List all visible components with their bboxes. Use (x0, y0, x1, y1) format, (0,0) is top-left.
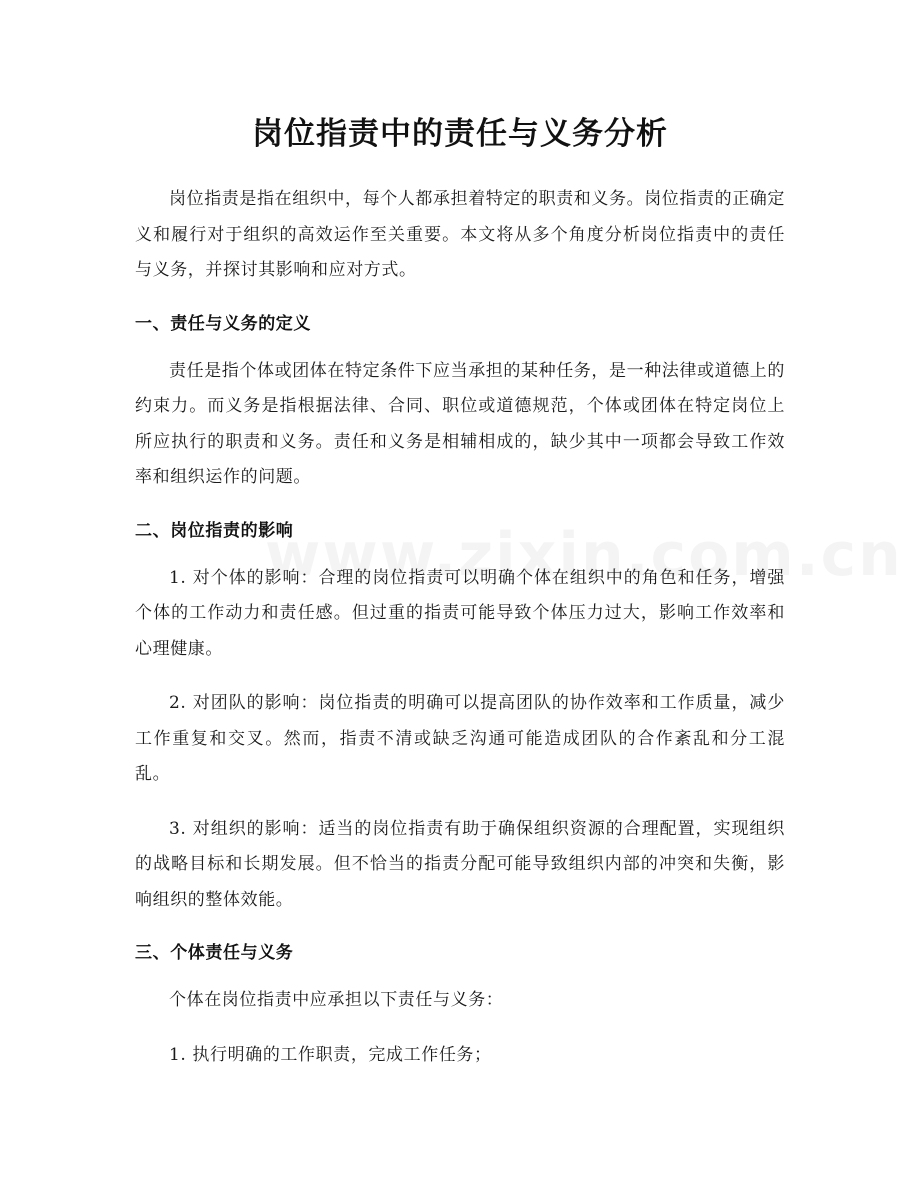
section-3-paragraph-2: 1. 执行明确的工作职责，完成工作任务； (169, 1044, 492, 1065)
section-2-paragraph-3: 3. 对组织的影响：适当的岗位指责有助于确保组织资源的合理配置，实现组织的战略目标和长期发展。但不恰当的指责分配可能导致组织内部的冲突和失衡，影响组织的整体效能。 (135, 818, 785, 910)
section-2-heading: 二、岗位指责的影响 (135, 520, 294, 541)
section-2-paragraph-1: 1. 对个体的影响：合理的岗位指责可以明确个体在组织中的角色和任务，增强个体的工作动力和责任感。但过重的指责可能导致个体压力过大，影响工作效率和心理健康。 (135, 567, 785, 659)
document-title: 岗位指责中的责任与义务分析 (252, 116, 668, 152)
intro-paragraph: 岗位指责是指在组织中，每个人都承担着特定的职责和义务。岗位指责的正确定义和履行对于组织的高效运作至关重要。本文将从多个角度分析岗位指责中的责任与义务，并探讨其影响和应对方式。 (135, 189, 785, 280)
section-1-heading: 一、责任与义务的定义 (135, 313, 311, 334)
section-2-paragraph-2: 2. 对团队的影响：岗位指责的明确可以提高团队的协作效率和工作质量，减少工作重复和交叉。然而，指责不清或缺乏沟通可能造成团队的合作紊乱和分工混乱。 (135, 693, 785, 784)
section-1-paragraph: 责任是指个体或团体在特定条件下应当承担的某种任务，是一种法律或道德上的约束力。而义务是指根据法律、合同、职位或道德规范，个体或团体在特定岗位上所应执行的职责和义务。责任和义务是相辅相成的，缺少其中一项都会导致工作效率和组织运作的问题。 (135, 360, 785, 487)
section-3-paragraph-1: 个体在岗位指责中应承担以下责任与义务： (169, 990, 504, 1010)
section-3-heading: 三、个体责任与义务 (135, 943, 294, 963)
document-body (135, 182, 785, 1092)
